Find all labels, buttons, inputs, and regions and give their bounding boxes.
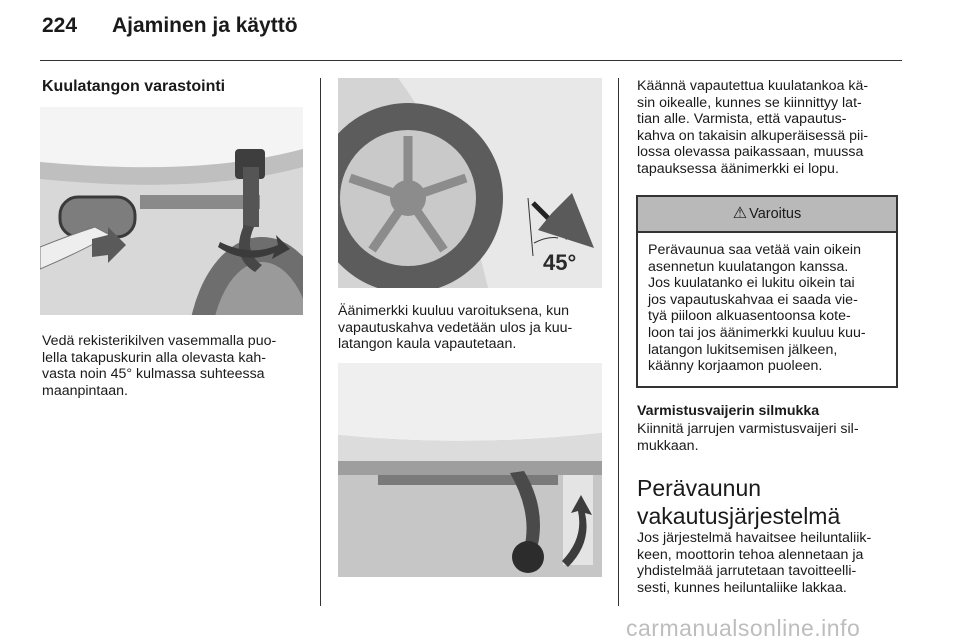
paragraph-col1: Vedä rekisterikilven vasemmalla puo- lella takapuskurin alla olevasta kah- vasta noin 45° kulmassa suhteessa maanpintaan. xyxy=(42,333,277,399)
warning-text: Perävaunua saa vetää vain oikein asennetun kuulatangon kanssa. Jos kuulatanko ei lukitu oikein tai jos vapautuskahvaa ei saada vie- tyä piiloon alkuasentoonsa kote- loon tai jos äänimerkki kuuluu kuu- latangon lukitsemisen jälkeen, käänny korjaamon puoleen. xyxy=(648,242,866,375)
section-heading: Kuulatangon varastointi xyxy=(42,78,226,95)
paragraph-col3: Käännä vapautettua kuulatankoa kä- sin oikealle, kunnes se kiinnittyy lat- tian alle. Varmista, että vapautus- kahva on takaisin alkuperäisessä pii- lossa olevassa paikassaan, muussa tapauksessa äänimerkki ei lopu. xyxy=(637,78,869,177)
angle-label: 45° xyxy=(543,250,577,275)
chapter-title: Ajaminen ja käyttö xyxy=(112,14,298,37)
warning-title: Varoitus xyxy=(749,206,802,222)
watermark: carmanualsonline.info xyxy=(626,615,861,641)
figure-towbar-release-handle xyxy=(40,107,303,315)
warning-box xyxy=(636,195,898,388)
column-divider-1 xyxy=(320,78,321,606)
figure-ball-bar-rotate xyxy=(338,363,602,577)
figure-wheel-45-degree xyxy=(338,78,602,288)
column-divider-2 xyxy=(618,78,619,606)
subheading-safety-cable: Varmistusvaijerin silmukka xyxy=(637,403,820,419)
warning-icon: ⚠ xyxy=(732,205,748,222)
page-header xyxy=(42,14,298,38)
section-title-stability: Perävaunun vakautusjärjestelmä xyxy=(637,475,841,529)
header-rule xyxy=(40,60,902,61)
paragraph-col2: Äänimerkki kuuluu varoituksena, kun vapautuskahva vedetään ulos ja kuu- latangon kaula vapautetaan. xyxy=(338,303,573,353)
page-number: 224 xyxy=(42,14,78,37)
paragraph-stability: Jos järjestelmä havaitsee heiluntaliik- keen, moottorin tehoa alennetaan ja yhdistelmää jarrutetaan tavoitteelli- sesti, kunnes heiluntaliike lakkaa. xyxy=(637,530,872,596)
warning-header xyxy=(638,197,896,233)
paragraph-safety-cable: Kiinnitä jarrujen varmistusvaijeri sil- mukkaan. xyxy=(637,421,859,454)
